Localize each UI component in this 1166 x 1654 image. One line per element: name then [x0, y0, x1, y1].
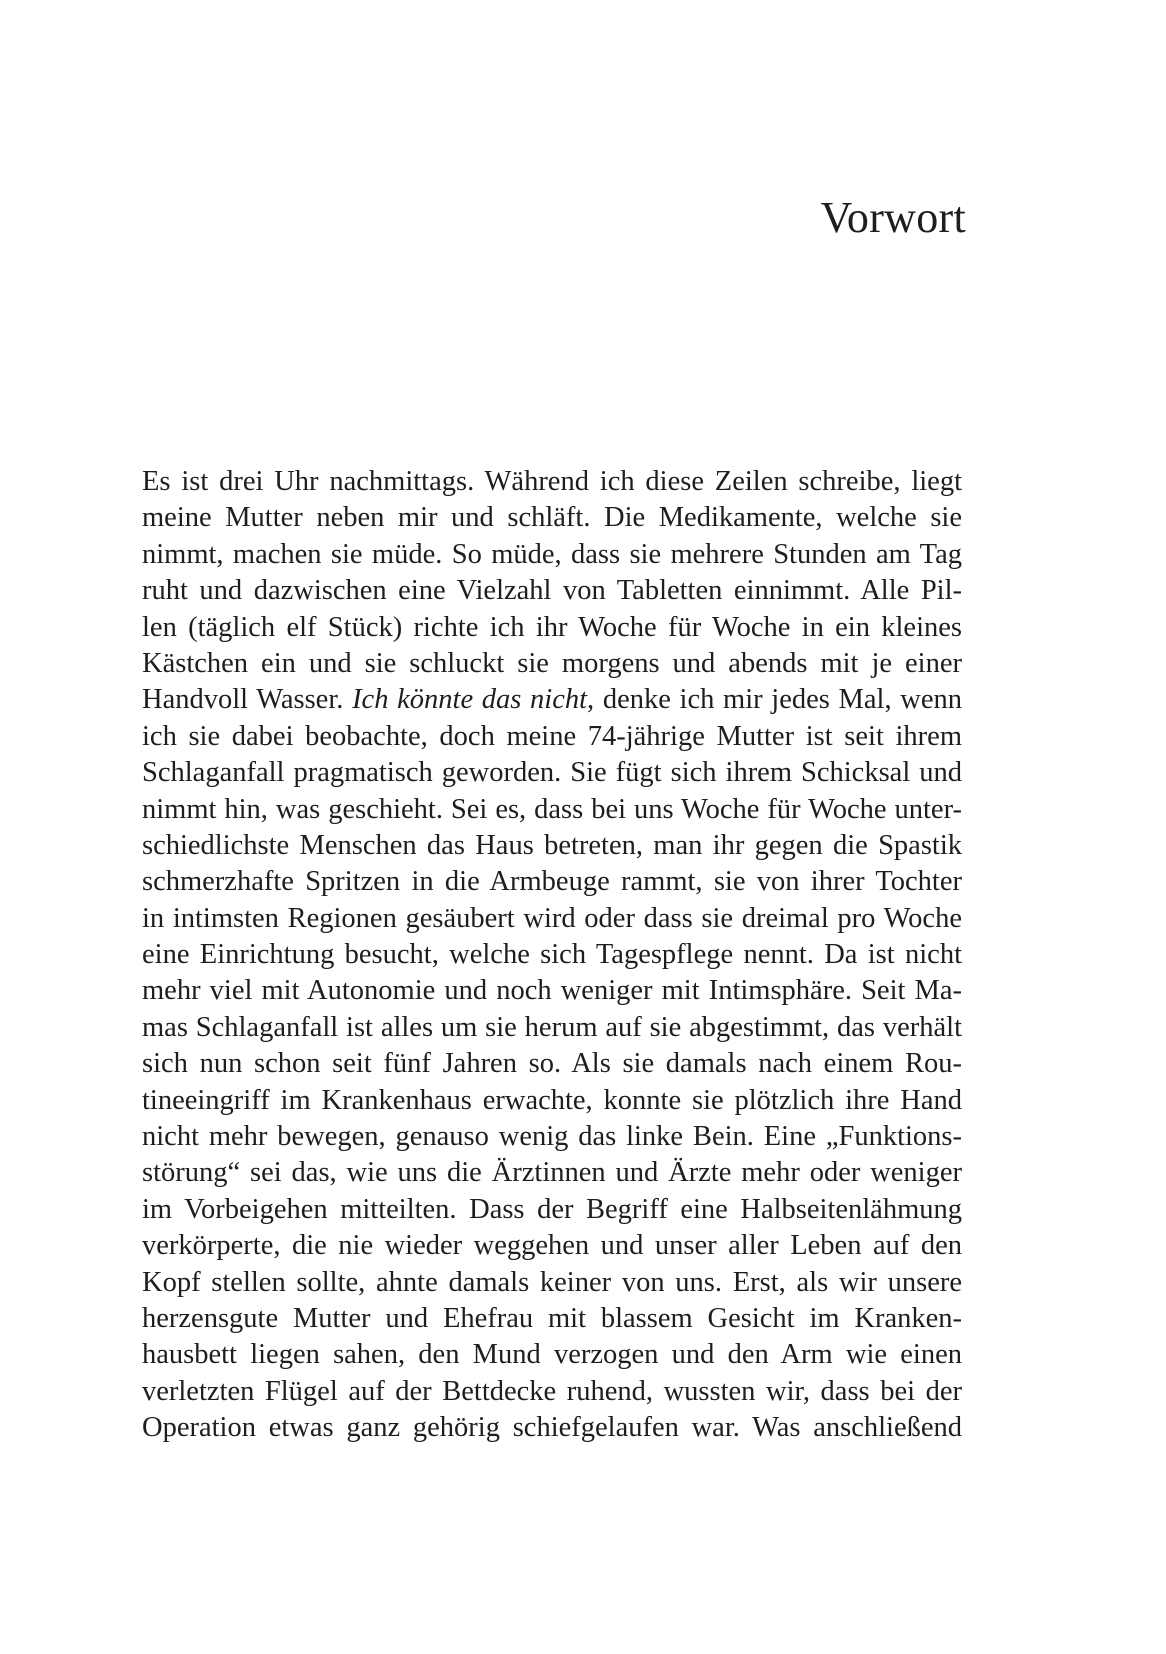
- text-line: Operation etwas ganz gehörig schiefgelaufen war. Was anschließend: [142, 1412, 962, 1444]
- text-line: in intimsten Regionen gesäubert wird oder dass sie dreimal pro Woche: [142, 902, 962, 934]
- text-segment: , denke ich mir jedes Mal, wenn: [587, 684, 962, 716]
- text-line: mehr viel mit Autonomie und noch weniger mit Intimsphäre. Seit Ma-: [142, 975, 962, 1007]
- text-line: tineeingriff im Krankenhaus erwachte, konnte sie plötzlich ihre Hand: [142, 1084, 962, 1116]
- text-line: sich nun schon seit fünf Jahren so. Als sie damals nach einem Rou-: [142, 1048, 962, 1080]
- text-line: ruht und dazwischen eine Vielzahl von Tabletten einnimmt. Alle Pil-: [142, 575, 962, 607]
- text-line: meine Mutter neben mir und schläft. Die Medikamente, welche sie: [142, 502, 962, 534]
- text-line: hausbett liegen sahen, den Mund verzogen und den Arm wie einen: [142, 1339, 962, 1371]
- text-line: Es ist drei Uhr nachmittags. Während ich diese Zeilen schreibe, liegt: [142, 466, 962, 497]
- text-line: herzensgute Mutter und Ehefrau mit blassem Gesicht im Kranken-: [142, 1302, 962, 1334]
- text-line: Schlaganfall pragmatisch geworden. Sie fügt sich ihrem Schicksal und: [142, 757, 962, 789]
- text-line: ich sie dabei beobachte, doch meine 74-jährige Mutter ist seit ihrem: [142, 720, 962, 752]
- text-line: störung“ sei das, wie uns die Ärztinnen und Ärzte mehr oder weniger: [142, 1157, 962, 1189]
- text-segment: Handvoll Wasser.: [142, 684, 353, 716]
- text-line: verletzten Flügel auf der Bettdecke ruhend, wussten wir, dass bei der: [142, 1375, 962, 1407]
- text-line: schiedlichste Menschen das Haus betreten, man ihr gegen die Spastik: [142, 829, 962, 861]
- italic-quote: Ich könnte das nicht: [352, 684, 588, 716]
- text-line: nimmt hin, was geschieht. Sei es, dass bei uns Woche für Woche unter-: [142, 793, 962, 825]
- page-title: Vorwort: [820, 193, 966, 242]
- text-line: verkörperte, die nie wieder weggehen und unser aller Leben auf den: [142, 1230, 962, 1262]
- text-line: schmerzhafte Spritzen in die Armbeuge rammt, sie von ihrer Tochter: [142, 866, 962, 898]
- text-line: nimmt, machen sie müde. So müde, dass sie mehrere Stunden am Tag: [142, 538, 962, 570]
- text-line: Kopf stellen sollte, ahnte damals keiner von uns. Erst, als wir unsere: [142, 1266, 962, 1298]
- body-text: [142, 464, 962, 1447]
- text-line: nicht mehr bewegen, genauso wenig das linke Bein. Eine „Funktions-: [142, 1121, 962, 1153]
- text-line: eine Einrichtung besucht, welche sich Tagespflege nennt. Da ist nicht: [142, 939, 962, 971]
- text-line: im Vorbeigehen mitteilten. Dass der Begriff eine Halbseitenlähmung: [142, 1193, 962, 1225]
- text-line-with-emphasis: [142, 682, 962, 718]
- text-line: len (täglich elf Stück) richte ich ihr Woche für Woche in ein kleines: [142, 611, 962, 643]
- text-line: mas Schlaganfall ist alles um sie herum auf sie abgestimmt, das verhält: [142, 1011, 962, 1043]
- text-line: Kästchen ein und sie schluckt sie morgens und abends mit je einer: [142, 647, 962, 679]
